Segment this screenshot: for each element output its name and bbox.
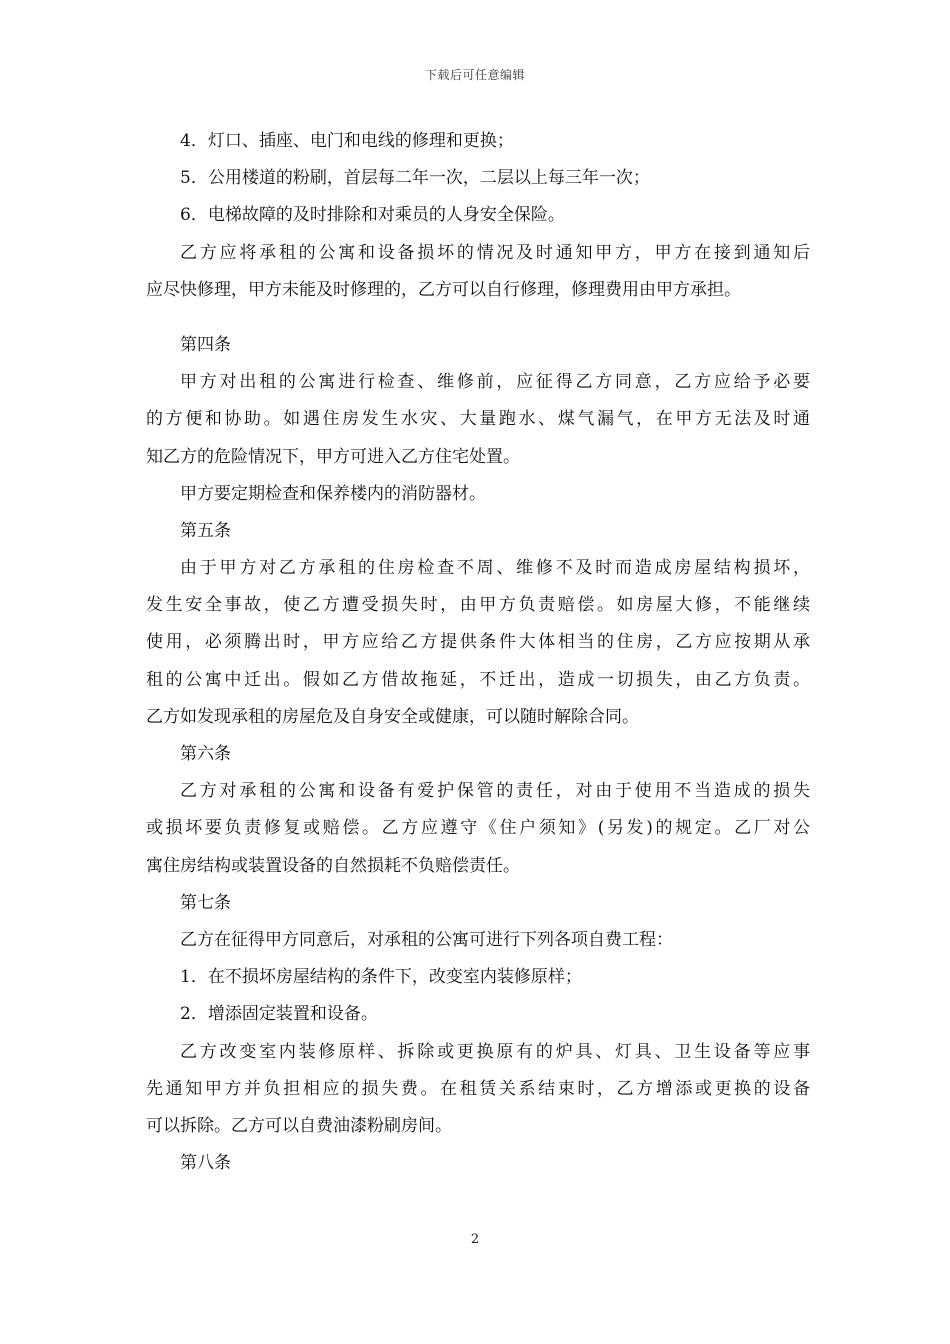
paragraph-line: 乙方在征得甲方同意后，对承租的公寓可进行下列各项自费工程： [180,929,673,950]
paragraph-line: 或损坏要负责修复或赔偿。乙方应遵守《住户须知》(另发)的规定。乙厂对公 [146,818,810,839]
paragraph-line: 知乙方的危险情况下，甲方可进入乙方住宅处置。 [146,446,520,467]
paragraph-line: 先通知甲方并负担相应的损失费。在租赁关系结束时，乙方增添或更换的设备 [146,1078,810,1099]
list-item: 4．灯口、插座、电门和电线的修理和更换； [180,131,514,151]
paragraph-line: 甲方要定期检查和保养楼内的消防器材。 [180,483,486,504]
paragraph-line: 寓住房结构或装置设备的自然损耗不负赔偿责任。 [146,855,520,876]
paragraph-line: 由于甲方对乙方承租的住房检查不周、维修不及时而造成房屋结构损坏， [180,558,810,579]
paragraph-line: 租的公寓中迁出。假如乙方借故拖延，不迁出，造成一切损失，由乙方负责。 [146,669,810,690]
document-body [146,123,810,1182]
list-item: 5．公用楼道的粉刷，首层每二年一次，二层以上每三年一次； [180,168,650,189]
paragraph-line: 乙方对承租的公寓和设备有爱护保管的责任，对由于使用不当造成的损失 [180,781,810,802]
paragraph-line: 可以拆除。乙方可以自费油漆粉刷房间。 [146,1115,452,1136]
page-number: 2 [470,1232,480,1247]
list-item: 1．在不损坏房屋结构的条件下，改变室内装修原样； [180,967,582,988]
paragraph-line: 发生安全事故，使乙方遭受损失时，由甲方负责赔偿。如房屋大修，不能继续 [146,595,810,616]
section-heading: 第五条 [180,520,231,541]
paragraph-line: 乙方应将承租的公寓和设备损坏的情况及时通知甲方，甲方在接到通知后 [180,242,810,263]
paragraph-line: 乙方如发现承租的房屋危及自身安全或健康，可以随时解除合同。 [146,706,639,727]
paragraph-line: 应尽快修理，甲方未能及时修理的，乙方可以自行修理，修理费用由甲方承担。 [146,279,741,300]
list-item: 6．电梯故障的及时排除和对乘员的人身安全保险。 [180,205,565,226]
paragraph-line: 使用，必须腾出时，甲方应给乙方提供条件大体相当的住房，乙方应按期从承 [146,632,810,653]
section-heading: 第四条 [180,334,231,355]
section-gap [146,309,810,327]
list-item: 2．增添固定装置和设备。 [180,1004,378,1025]
paragraph-line: 的方便和协助。如遇住房发生水灾、大量跑水、煤气漏气，在甲方无法及时通 [146,409,810,430]
section-heading: 第七条 [180,892,231,913]
section-heading: 第八条 [180,1153,231,1174]
section-heading: 第六条 [180,744,231,764]
page-header: 下载后可任意编辑 [424,68,525,82]
paragraph-line: 乙方改变室内装修原样、拆除或更换原有的炉具、灯具、卫生设备等应事 [180,1041,810,1062]
paragraph-line: 甲方对出租的公寓进行检查、维修前，应征得乙方同意，乙方应给予必要 [180,372,810,393]
